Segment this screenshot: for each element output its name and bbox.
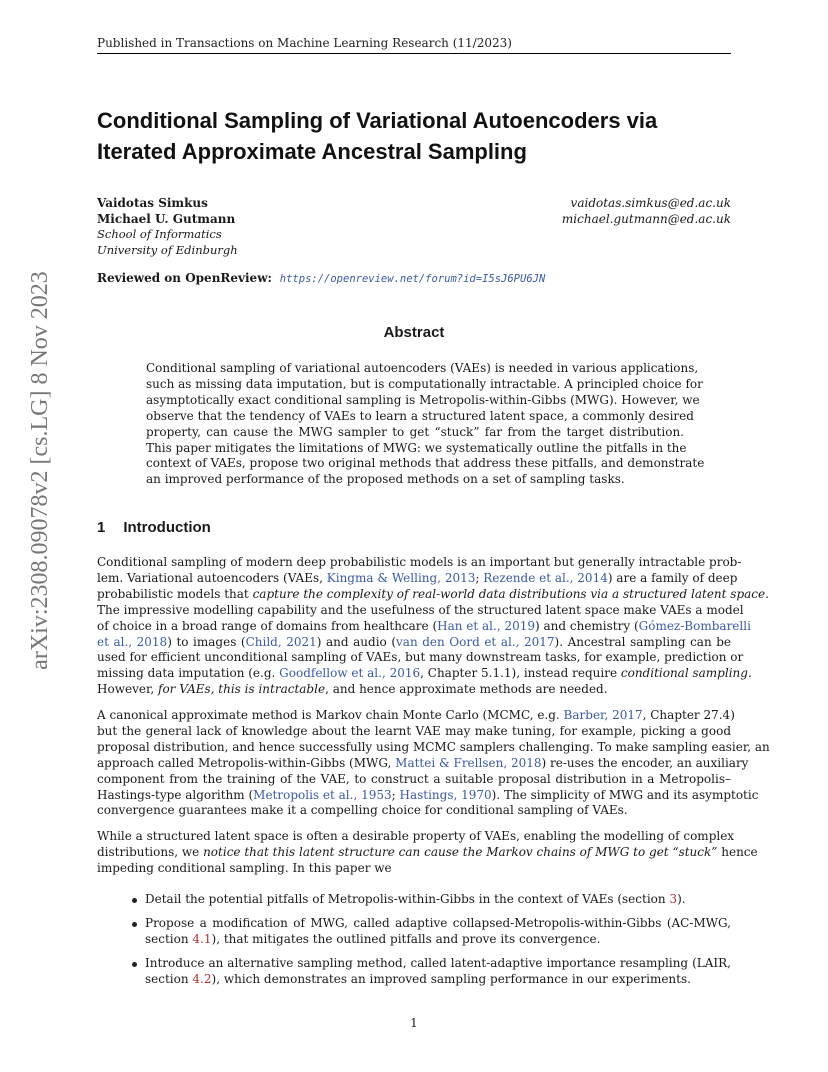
author-email[interactable]: michael.gutmann@ed.ac.uk	[561, 211, 731, 226]
list-item	[97, 956, 731, 988]
text-line: Conditional sampling of modern deep probabilistic models is an important but generally intractable prob-	[97, 555, 742, 569]
text-line: The impressive modelling capability and the usefulness of the structured latent space make VAEs a model	[97, 602, 744, 617]
text-line: While a structured latent space is often a desirable property of VAEs, enabling the modelling of complex	[97, 829, 735, 843]
text-line: Propose a modification of MWG, called adaptive collapsed-Metropolis-within-Gibbs (AC-MWG,	[145, 915, 731, 930]
text-line: section 4.1), that mitigates the outlined pitfalls and prove its convergence.	[145, 931, 601, 946]
abstract-line: asymptotically exact conditional sampling is Metropolis-within-Gibbs (MWG). However, we	[146, 392, 700, 407]
abstract-line: observe that the tendency of VAEs to learn a structured latent space, a commonly desired	[146, 408, 694, 423]
abstract-line: an improved performance of the proposed methods on a set of sampling tasks.	[146, 472, 625, 487]
text-line: used for efficient unconditional sampling of VAEs, but many downstream tasks, for example, prediction or	[97, 650, 744, 665]
citation-link[interactable]: Goodfellow et al., 2016	[279, 666, 421, 681]
abstract-line: This paper mitigates the limitations of MWG: we systematically outline the pitfalls in the	[146, 440, 687, 455]
affiliation-line: University of Edinburgh	[97, 242, 238, 257]
text-line: However, for VAEs, this is intractable, and hence approximate methods are needed.	[97, 682, 608, 697]
section-number: 1	[97, 519, 106, 536]
citation-link[interactable]: et al., 2018	[97, 634, 168, 649]
text-line: but the general lack of knowledge about the learnt VAE may make tuning, for example, picking a good	[97, 723, 731, 738]
text-line: approach called Metropolis-within-Gibbs (MWG, Mattei & Frellsen, 2018) re-uses the encoder, an auxiliary	[97, 755, 749, 770]
author-email[interactable]: vaidotas.simkus@ed.ac.uk	[570, 196, 731, 210]
abstract-heading: Abstract	[383, 324, 445, 341]
citation-link[interactable]: Rezende et al., 2014	[483, 570, 608, 585]
section-ref-link[interactable]: 3	[669, 892, 678, 906]
bullet-icon	[132, 922, 137, 927]
header-rule	[97, 53, 731, 54]
text-line: et al., 2018) to images (Child, 2021) and audio (van den Oord et al., 2017). Ancestral sampling can be	[97, 634, 732, 649]
intro-paragraph-3	[97, 829, 758, 877]
abstract-line: such as missing data imputation, but is computationally intractable. A principled choice for	[146, 376, 703, 391]
author-block	[97, 196, 731, 258]
page-number: 1	[410, 1016, 418, 1030]
text-line: proposal distribution, and hence successfully using MCMC samplers challenging. To make sampling easier, an	[97, 739, 770, 754]
section-heading	[97, 519, 211, 536]
citation-link[interactable]: Kingma & Welling, 2013	[326, 570, 476, 585]
text-line: Hastings-type algorithm (Metropolis et al., 1953; Hastings, 1970). The simplicity of MWG and its asymptotic	[97, 787, 759, 802]
affiliation-line: School of Informatics	[97, 227, 222, 241]
author-row	[97, 196, 731, 212]
text-line: A canonical approximate method is Markov chain Monte Carlo (MCMC, e.g. Barber, 2017, Chapter 27.4)	[97, 708, 735, 722]
section-ref-link[interactable]: 4.2	[192, 971, 212, 986]
arxiv-identifier[interactable]: arXiv:2308.09078v2 [cs.LG] 8 Nov 2023	[26, 270, 53, 670]
citation-link[interactable]: Child, 2021	[245, 634, 317, 649]
citation-link[interactable]: Gómez-Bombarelli	[638, 618, 751, 633]
contribution-list	[97, 892, 731, 996]
abstract-text	[146, 361, 705, 488]
title-line: Iterated Approximate Ancestral Sampling	[97, 139, 527, 164]
section-title: Introduction	[123, 519, 211, 536]
author-name: Michael U. Gutmann	[97, 211, 236, 226]
text-line: Detail the potential pitfalls of Metropolis-within-Gibbs in the context of VAEs (section 3).	[145, 892, 686, 906]
text-line: Introduce an alternative sampling method, called latent-adaptive importance resampling (LAIR,	[145, 955, 731, 970]
citation-link[interactable]: Barber, 2017	[563, 708, 643, 722]
review-label: Reviewed on OpenReview:	[97, 271, 272, 285]
intro-paragraph-1	[97, 555, 769, 698]
abstract-line: context of VAEs, propose two original methods that address these pitfalls, and demonstrate	[146, 456, 705, 471]
text-line: distributions, we notice that this latent structure can cause the Markov chains of MWG to get “stuck” hence	[97, 844, 758, 859]
citation-link[interactable]: Mattei & Frellsen, 2018	[395, 755, 542, 770]
paper-title	[97, 105, 731, 167]
text-line: component from the training of the VAE, to construct a suitable proposal distribution in a Metropolis–	[97, 771, 731, 786]
review-note	[97, 271, 545, 285]
intro-paragraph-2	[97, 708, 770, 819]
list-item	[97, 892, 731, 908]
text-line: convergence guarantees make it a compelling choice for conditional sampling of VAEs.	[97, 803, 628, 818]
author-name: Vaidotas Simkus	[97, 196, 208, 210]
bullet-icon	[132, 962, 137, 967]
text-line: lem. Variational autoencoders (VAEs, Kingma & Welling, 2013; Rezende et al., 2014) are a family of deep	[97, 570, 738, 585]
openreview-link[interactable]: https://openreview.net/forum?id=I5sJ6PU6JN	[279, 273, 546, 285]
text-line: probabilistic models that capture the complexity of real-world data distributions via a structured latent space.	[97, 586, 769, 601]
list-item	[97, 916, 731, 948]
citation-link[interactable]: Hastings, 1970	[399, 787, 492, 802]
section-ref-link[interactable]: 4.1	[192, 931, 212, 946]
bullet-icon	[132, 898, 137, 903]
title-line: Conditional Sampling of Variational Autoencoders via	[97, 108, 658, 133]
text-line: of choice in a broad range of domains from healthcare (Han et al., 2019) and chemistry (Gómez-Bombarelli	[97, 618, 751, 633]
author-row	[97, 212, 731, 228]
citation-link[interactable]: Han et al., 2019	[437, 618, 535, 633]
abstract-line: property, can cause the MWG sampler to get “stuck” far from the target distribution.	[146, 424, 684, 439]
text-line: impeding conditional sampling. In this paper we	[97, 860, 392, 875]
citation-link[interactable]: Metropolis et al., 1953	[253, 787, 392, 802]
text-line: section 4.2), which demonstrates an improved sampling performance in our experiments.	[145, 971, 691, 986]
arxiv-side-stamp	[22, 270, 58, 670]
abstract-line: Conditional sampling of variational autoencoders (VAEs) is needed in various applications,	[146, 361, 699, 375]
citation-link[interactable]: van den Oord et al., 2017	[396, 634, 555, 649]
running-head: Published in Transactions on Machine Learning Research (11/2023)	[97, 36, 512, 50]
text-line: missing data imputation (e.g. Goodfellow et al., 2016, Chapter 5.1.1), instead require conditional sampling.	[97, 666, 752, 681]
